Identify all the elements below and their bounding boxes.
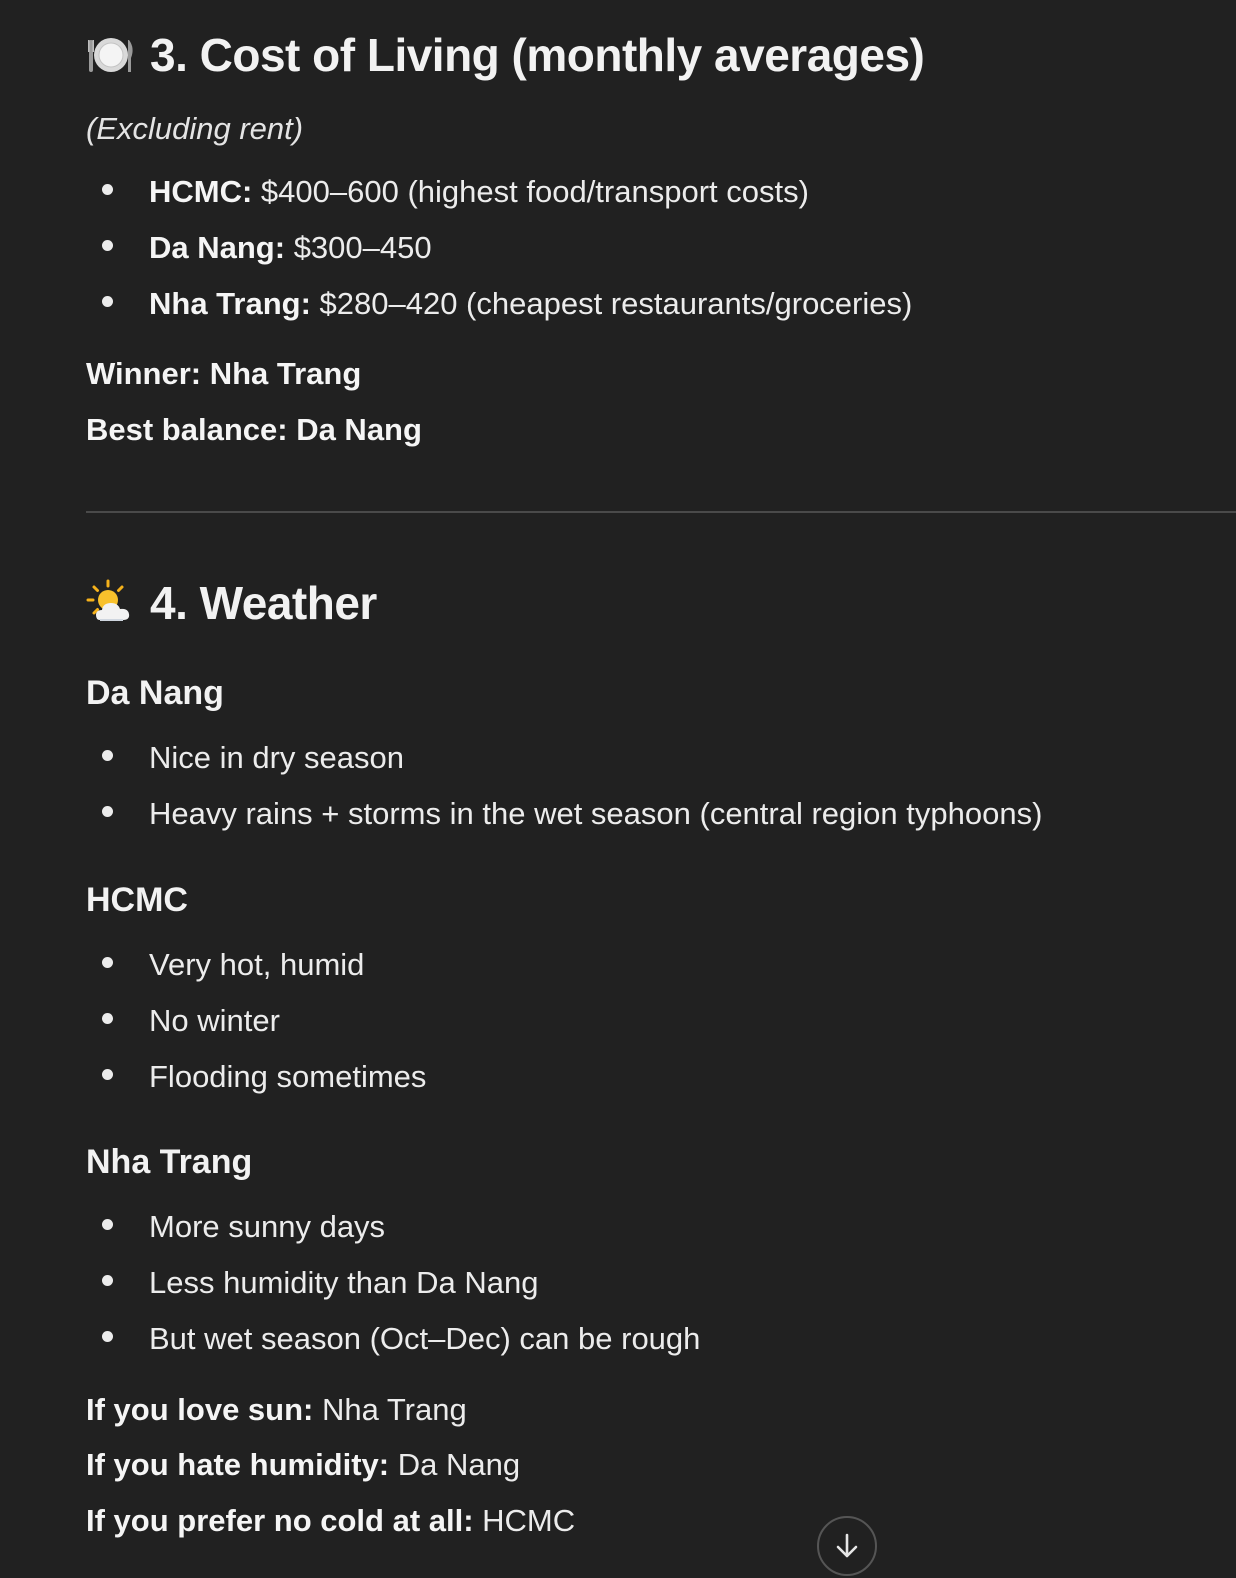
bullet: [102, 1331, 113, 1342]
scroll-to-bottom-button[interactable]: [817, 1516, 877, 1576]
section-title: 4. Weather: [150, 577, 377, 629]
list-item: [86, 798, 1042, 829]
list-item: [86, 1061, 426, 1092]
verdict-label: If you love sun:: [86, 1392, 314, 1427]
excluding-rent-note: (Excluding rent): [86, 111, 304, 146]
city-heading-da-nang: Da Nang: [86, 674, 224, 712]
list-item: [86, 1211, 385, 1242]
list-item-text: Heavy rains + storms in the wet season (central region typhoons): [149, 796, 1043, 831]
arrow-down-icon: [832, 1531, 862, 1561]
bullet: [102, 806, 113, 817]
list-item: [86, 1005, 280, 1036]
city-heading-nha-trang: Nha Trang: [86, 1143, 253, 1181]
list-item-text: But wet season (Oct–Dec) can be rough: [149, 1321, 701, 1356]
verdict-no-cold: [86, 1505, 575, 1536]
list-item-text: More sunny days: [149, 1209, 386, 1244]
list-item-text: Less humidity than Da Nang: [149, 1265, 539, 1300]
winner-line: Winner: Nha Trang: [86, 356, 362, 391]
list-item: [86, 232, 432, 263]
cost-value: $400–600 (highest food/transport costs): [252, 174, 809, 209]
verdict-value: HCMC: [473, 1503, 576, 1538]
plate-cutlery-icon: [86, 30, 136, 80]
bullet: [102, 296, 113, 307]
verdict-label: If you hate humidity:: [86, 1447, 390, 1482]
verdict-label: If you prefer no cold at all:: [86, 1503, 474, 1538]
list-item-text: Nice in dry season: [149, 740, 405, 775]
verdict-love-sun: [86, 1394, 467, 1425]
section-title: 3. Cost of Living (monthly averages): [150, 29, 925, 81]
verdict-hate-humidity: [86, 1449, 520, 1480]
city-label: Da Nang:: [149, 230, 286, 265]
cost-value: $280–420 (cheapest restaurants/groceries): [310, 286, 913, 321]
verdict-value: Nha Trang: [313, 1392, 467, 1427]
bullet: [102, 750, 113, 761]
list-item-text: No winter: [149, 1003, 280, 1038]
bullet: [102, 184, 113, 195]
list-item: [86, 288, 912, 319]
city-label: Nha Trang:: [149, 286, 311, 321]
section-heading-cost-of-living: [86, 30, 924, 80]
list-item-text: Very hot, humid: [149, 947, 365, 982]
sun-behind-cloud-icon: [86, 578, 136, 628]
city-label: HCMC:: [149, 174, 253, 209]
section-heading-weather: [86, 578, 377, 628]
section-divider: [86, 511, 1236, 513]
bullet: [102, 1069, 113, 1080]
list-item-text: Flooding sometimes: [149, 1059, 427, 1094]
best-balance-line: Best balance: Da Nang: [86, 412, 422, 447]
bullet: [102, 1219, 113, 1230]
list-item: [86, 1323, 700, 1354]
bullet: [102, 1275, 113, 1286]
bullet: [102, 1013, 113, 1024]
list-item: [86, 1267, 538, 1298]
list-item: [86, 176, 809, 207]
verdict-value: Da Nang: [389, 1447, 521, 1482]
cost-value: $300–450: [285, 230, 432, 265]
bullet: [102, 240, 113, 251]
bullet: [102, 957, 113, 968]
list-item: [86, 949, 364, 980]
city-heading-hcmc: HCMC: [86, 881, 188, 919]
list-item: [86, 742, 404, 773]
